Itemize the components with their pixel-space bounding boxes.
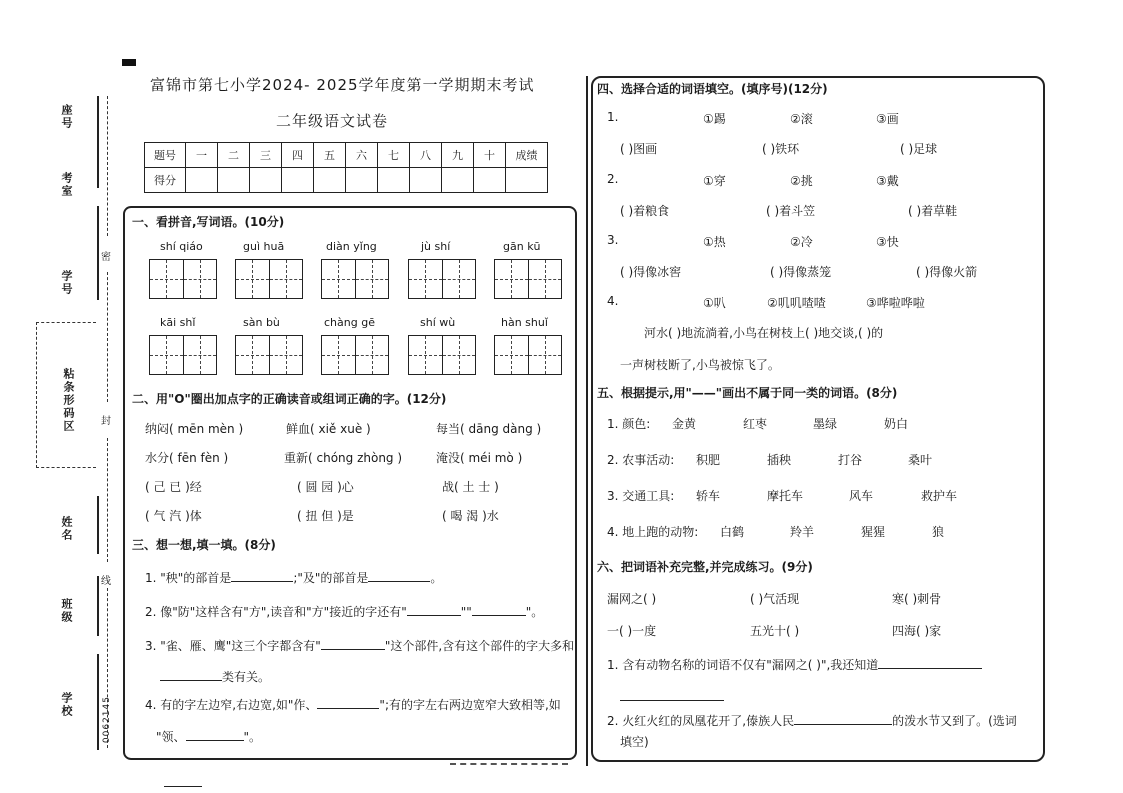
group-num: 4. <box>607 294 619 308</box>
score-cell: 成绩 <box>506 143 548 168</box>
group-num: 1. <box>607 110 619 124</box>
reading-item[interactable]: 鲜血( xiě xuè ) <box>286 422 371 436</box>
answer-blank[interactable] <box>231 581 293 582</box>
score-input-4[interactable] <box>282 168 314 193</box>
option: ②叽叽喳喳 <box>767 296 826 310</box>
q4-text-c: "领、 <box>156 730 186 744</box>
seal-char-mi: 密 <box>101 252 111 263</box>
fill-question-2 <box>145 603 543 620</box>
writing-grid[interactable] <box>494 259 562 299</box>
reading-item[interactable]: ( 气 汽 )体 <box>145 509 202 523</box>
option: ①叭 <box>703 296 726 310</box>
option: ②滚 <box>790 112 813 126</box>
q2-text-c: "。 <box>525 605 544 619</box>
option: ①热 <box>703 235 726 249</box>
word-item[interactable]: 插秧 <box>767 453 792 467</box>
word-item[interactable]: 金黄 <box>672 417 697 431</box>
idiom-fill[interactable]: 漏网之( ) <box>607 592 657 606</box>
idiom-fill[interactable]: 四海( )家 <box>892 624 942 638</box>
score-table <box>144 142 548 193</box>
category-label: 3. 交通工具: <box>607 489 675 503</box>
word-item[interactable]: 墨绿 <box>813 417 838 431</box>
answer-blank[interactable] <box>794 724 892 725</box>
reading-item[interactable]: 每当( dāng dàng ) <box>436 422 542 436</box>
word-item[interactable]: 摩托车 <box>767 489 804 503</box>
reading-item[interactable]: 水分( fēn fèn ) <box>145 451 229 465</box>
score-input-total[interactable] <box>506 168 548 193</box>
score-table-header-row <box>145 143 548 168</box>
word-item[interactable]: 白鹤 <box>720 525 745 539</box>
binding-line-1 <box>97 96 99 188</box>
group-num: 2. <box>607 172 619 186</box>
writing-grid[interactable] <box>494 335 562 375</box>
fill-slot[interactable]: ( )得像火箭 <box>916 265 978 279</box>
idiom-fill[interactable]: ( )气活现 <box>750 592 800 606</box>
score-cell: 七 <box>378 143 410 168</box>
fill-question-4-cont <box>156 728 261 745</box>
q1-text-c: 。 <box>430 571 443 585</box>
score-cell: 八 <box>410 143 442 168</box>
pinyin-label: kāi shǐ <box>160 316 196 329</box>
score-cell: 二 <box>218 143 250 168</box>
q1-text-a: 1. "秧"的部首是 <box>145 571 232 585</box>
barcode-area-left <box>36 322 37 468</box>
q1-text-b: ;"及"的部首是 <box>293 571 369 585</box>
section-3-heading: 三、想一想,填一填。(8分) <box>132 538 276 552</box>
margin-label-room: 考室 <box>60 172 73 198</box>
fill-slot[interactable]: ( )着粮食 <box>620 204 670 218</box>
reading-item[interactable]: ( 喝 渴 )水 <box>442 509 499 523</box>
category-label: 1. 颜色: <box>607 417 651 431</box>
word-item[interactable]: 红枣 <box>743 417 768 431</box>
pinyin-label: guì huā <box>243 240 285 253</box>
barcode-area-top <box>36 322 96 323</box>
option: ③戴 <box>876 174 899 188</box>
bottom-rule <box>164 786 202 787</box>
idiom-fill[interactable]: 寒( )刺骨 <box>892 592 942 606</box>
fill-question-1 <box>145 569 442 586</box>
reading-item[interactable]: ( 己 已 )经 <box>145 480 202 494</box>
word-item[interactable]: 羚羊 <box>790 525 815 539</box>
fill-question-3 <box>145 637 574 654</box>
margin-label-school: 学校 <box>60 692 73 718</box>
pinyin-label: chàng gē <box>324 316 375 329</box>
practice-question-2-cont <box>620 733 649 750</box>
margin-label-barcode: 粘条形码区 <box>62 368 75 433</box>
seal-line-1 <box>107 96 108 236</box>
section-2-heading: 二、用"O"圈出加点字的正确读音或组词正确的字。(12分) <box>132 392 447 406</box>
practice-question-1 <box>607 656 982 673</box>
binding-line-3 <box>97 496 99 554</box>
score-input-8[interactable] <box>410 168 442 193</box>
answer-blank[interactable] <box>368 581 430 582</box>
margin-label-class: 班级 <box>60 598 73 624</box>
margin-label-student-id: 学号 <box>60 270 73 296</box>
pinyin-label: gān kū <box>503 240 541 253</box>
score-input-3[interactable] <box>250 168 282 193</box>
word-item[interactable]: 狼 <box>932 525 945 539</box>
binding-line-5 <box>97 654 99 750</box>
score-cell: 九 <box>442 143 474 168</box>
word-item[interactable]: 桑叶 <box>908 453 933 467</box>
word-item[interactable]: 打谷 <box>838 453 863 467</box>
group-num: 3. <box>607 233 619 247</box>
pinyin-label: diàn yǐng <box>326 240 377 253</box>
q4-text-d: "。 <box>243 730 262 744</box>
answer-blank[interactable] <box>878 668 982 669</box>
reading-item[interactable]: ( 圆 园 )心 <box>297 480 354 494</box>
reading-item[interactable]: 淹没( méi mò ) <box>436 451 523 465</box>
q4-text-b: ";有的字左右两边宽窄大致相等,如 <box>379 698 561 712</box>
reading-item[interactable]: ( 扭 但 )是 <box>297 509 354 523</box>
scan-artifact <box>450 763 568 765</box>
exam-subtitle: 二年级语文试卷 <box>276 112 389 130</box>
practice-question-1-cont <box>620 690 724 704</box>
pinyin-label: shí qiáo <box>160 240 203 253</box>
pq1-text: 1. 含有动物名称的词语不仅有"漏网之( )",我还知道 <box>607 658 879 672</box>
category-label: 2. 农事活动: <box>607 453 675 467</box>
passage-line: 一声树枝断了,小鸟被惊飞了。 <box>620 358 780 372</box>
margin-label-name: 姓名 <box>60 516 73 542</box>
option: ①穿 <box>703 174 726 188</box>
writing-grid[interactable] <box>408 335 476 375</box>
score-cell: 得分 <box>145 168 186 193</box>
reading-item[interactable]: 重新( chóng zhòng ) <box>284 451 403 465</box>
answer-blank[interactable] <box>407 615 461 616</box>
score-cell: 六 <box>346 143 378 168</box>
pq2-text-c: 填空) <box>620 735 649 749</box>
writing-grid[interactable] <box>149 259 217 299</box>
section-1-heading: 一、看拼音,写词语。(10分) <box>132 215 285 229</box>
pinyin-label: hàn shuǐ <box>501 316 548 329</box>
score-input-6[interactable] <box>346 168 378 193</box>
seal-char-xian: 线 <box>101 576 111 587</box>
writing-grid[interactable] <box>321 335 389 375</box>
practice-question-2 <box>607 712 1017 729</box>
word-item[interactable]: 猩猩 <box>861 525 886 539</box>
pinyin-label: jù shí <box>421 240 451 253</box>
page-divider <box>586 76 588 766</box>
section-6-heading: 六、把词语补充完整,并完成练习。(9分) <box>597 560 813 574</box>
section-4-heading: 四、选择合适的词语填空。(填序号)(12分) <box>597 82 828 96</box>
score-input-5[interactable] <box>314 168 346 193</box>
q4-text-a: 4. 有的字左边窄,右边宽,如"作、 <box>145 698 318 712</box>
passage-line[interactable]: 河水( )地流淌着,小鸟在树枝上( )地交谈,( )的 <box>644 326 884 340</box>
q3-text-a: 3. "雀、雁、鹰"这三个字都含有" <box>145 639 321 653</box>
writing-grid[interactable] <box>408 259 476 299</box>
writing-grid[interactable] <box>149 335 217 375</box>
word-item[interactable]: 救护车 <box>921 489 958 503</box>
option: ②冷 <box>790 235 813 249</box>
answer-blank[interactable] <box>317 708 379 709</box>
seal-line-2 <box>107 272 108 402</box>
fill-slot[interactable]: ( )着草鞋 <box>908 204 958 218</box>
score-input-7[interactable] <box>378 168 410 193</box>
score-table-score-row <box>145 168 548 193</box>
option: ③画 <box>876 112 899 126</box>
word-item[interactable]: 风车 <box>849 489 874 503</box>
score-input-1[interactable] <box>186 168 218 193</box>
score-cell: 三 <box>250 143 282 168</box>
word-item[interactable]: 奶白 <box>884 417 909 431</box>
section-5-heading: 五、根据提示,用"——"画出不属于同一类的词语。(8分) <box>597 386 898 400</box>
idiom-fill[interactable]: 五光十( ) <box>750 624 800 638</box>
score-input-9[interactable] <box>442 168 474 193</box>
pq2-text-b: 的泼水节又到了。(选词 <box>892 714 1017 728</box>
reading-item[interactable]: 纳闷( mēn mèn ) <box>145 422 244 436</box>
writing-grid[interactable] <box>235 259 303 299</box>
fill-slot[interactable]: ( )得像蒸笼 <box>770 265 832 279</box>
category-label: 4. 地上跑的动物: <box>607 525 699 539</box>
margin-label-seat: 座号 <box>60 104 73 130</box>
reading-item[interactable]: 战( 土 士 ) <box>442 480 499 494</box>
score-input-2[interactable] <box>218 168 250 193</box>
pq2-text-a: 2. 火红火红的凤凰花开了,傣族人民 <box>607 714 795 728</box>
q2-text-a: 2. 像"防"这样含有"方",读音和"方"接近的字还有" <box>145 605 407 619</box>
binding-line-4 <box>97 576 99 636</box>
score-cell: 十 <box>474 143 506 168</box>
fill-slot[interactable]: ( )铁环 <box>762 142 800 156</box>
pinyin-label: shí wù <box>420 316 456 329</box>
answer-blank[interactable] <box>472 615 526 616</box>
q2-text-b: "" <box>460 605 472 619</box>
option: ③快 <box>876 235 899 249</box>
option: ①踢 <box>703 112 726 126</box>
q3-text-b: "这个部件,含有这个部件的字大多和 <box>384 639 575 653</box>
answer-blank[interactable] <box>321 649 385 650</box>
idiom-fill[interactable]: 一( )一度 <box>607 624 657 638</box>
answer-blank[interactable] <box>620 700 724 701</box>
binding-line-2 <box>97 206 99 300</box>
exam-title: 富锦市第七小学2024- 2025学年度第一学期期末考试 <box>150 76 535 94</box>
fill-slot[interactable]: ( )图画 <box>620 142 658 156</box>
corner-mark <box>122 59 136 66</box>
score-cell: 题号 <box>145 143 186 168</box>
fill-question-3-cont <box>160 668 270 685</box>
answer-blank[interactable] <box>160 680 222 681</box>
writing-grid[interactable] <box>321 259 389 299</box>
score-cell: 一 <box>186 143 218 168</box>
word-item[interactable]: 轿车 <box>696 489 721 503</box>
score-input-10[interactable] <box>474 168 506 193</box>
score-cell: 五 <box>314 143 346 168</box>
option: ②挑 <box>790 174 813 188</box>
option: ③哗啦哗啦 <box>866 296 925 310</box>
serial-number: 0062145 <box>102 696 112 744</box>
fill-slot[interactable]: ( )得像冰窖 <box>620 265 682 279</box>
seal-line-3 <box>107 438 108 562</box>
q3-text-c: 类有关。 <box>222 670 271 684</box>
fill-question-4 <box>145 696 561 713</box>
writing-grid[interactable] <box>235 335 303 375</box>
pinyin-label: sàn bù <box>243 316 280 329</box>
answer-blank[interactable] <box>186 740 244 741</box>
score-cell: 四 <box>282 143 314 168</box>
fill-slot[interactable]: ( )足球 <box>900 142 938 156</box>
word-item[interactable]: 积肥 <box>696 453 721 467</box>
fill-slot[interactable]: ( )着斗笠 <box>766 204 816 218</box>
barcode-area-bottom <box>36 467 96 468</box>
seal-char-feng: 封 <box>101 416 111 427</box>
